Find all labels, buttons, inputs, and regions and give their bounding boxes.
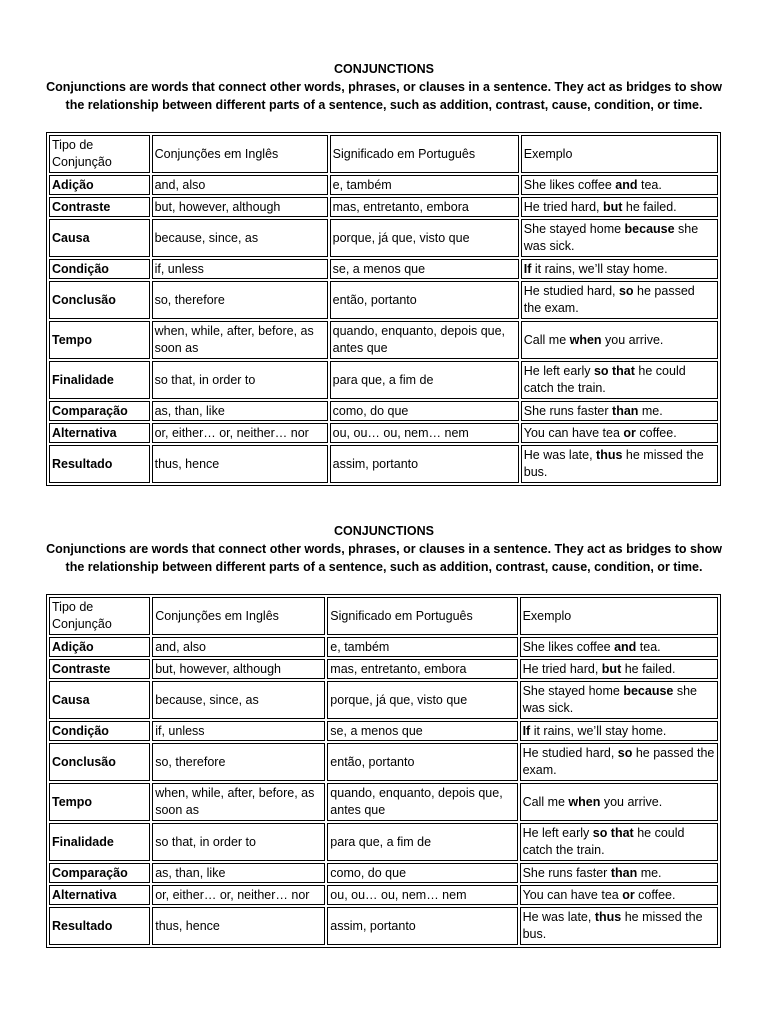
example-text-before: She likes coffee [523, 177, 616, 192]
portuguese-meaning: ou, ou… ou, nem… nem [330, 423, 519, 443]
conjunction-type: Adição [49, 175, 150, 195]
example-text-before: You can have tea [523, 425, 624, 440]
example-conjunction: or [622, 887, 635, 902]
portuguese-meaning: então, portanto [327, 743, 517, 781]
english-conjunctions: as, than, like [152, 863, 325, 883]
example-sentence [520, 659, 718, 679]
column-header-portuguese: Significado em Português [330, 135, 519, 173]
table-row [49, 259, 718, 279]
english-conjunctions: or, either… or, neither… nor [152, 885, 325, 905]
conjunction-type: Tempo [49, 321, 150, 359]
conjunction-type: Condição [49, 259, 150, 279]
example-text-after: he missed the bus. [523, 448, 704, 479]
example-text-after: me. [638, 403, 663, 418]
table-row [49, 863, 718, 883]
example-conjunction: so that [593, 364, 635, 378]
example-text-before: He tried hard, [523, 199, 603, 214]
table-row [49, 885, 718, 905]
table-row [49, 321, 718, 359]
example-text-after: she was sick. [522, 684, 698, 715]
conjunction-type: Alternativa [49, 885, 150, 905]
english-conjunctions: because, since, as [152, 681, 325, 719]
example-conjunction: so that [592, 826, 634, 840]
conjunction-type: Resultado [49, 907, 150, 945]
conjunction-type: Alternativa [49, 423, 150, 443]
portuguese-meaning: e, também [330, 175, 519, 195]
example-conjunction: If [523, 261, 532, 276]
example-text-before: She stayed home [522, 684, 624, 698]
example-text-before: He left early [522, 826, 593, 840]
example-text-after: tea. [637, 177, 662, 192]
example-conjunction: than [612, 403, 639, 418]
table-row [49, 637, 718, 657]
example-conjunction: so [617, 746, 633, 760]
example-conjunction: than [610, 865, 638, 880]
example-sentence [521, 401, 718, 421]
example-text-before: She runs faster [522, 865, 611, 880]
example-conjunction: when [568, 794, 601, 809]
portuguese-meaning: como, do que [330, 401, 519, 421]
table-row [49, 281, 718, 319]
example-sentence [520, 681, 718, 719]
portuguese-meaning: quando, enquanto, depois que, antes que [330, 321, 519, 359]
english-conjunctions: and, also [152, 637, 325, 657]
example-text-after: you arrive. [600, 794, 663, 809]
english-conjunctions: so that, in order to [152, 823, 325, 861]
table-row [49, 175, 718, 195]
example-text-after: me. [637, 865, 662, 880]
example-conjunction: but [603, 199, 623, 214]
example-sentence [520, 823, 718, 861]
example-conjunction: thus [596, 448, 623, 462]
example-sentence [520, 863, 718, 883]
english-conjunctions: if, unless [152, 721, 325, 741]
conjunction-type: Causa [49, 219, 150, 257]
english-conjunctions: thus, hence [152, 907, 325, 945]
english-conjunctions: when, while, after, before, as soon as [152, 783, 325, 821]
example-sentence [521, 423, 718, 443]
column-header-example: Exemplo [520, 597, 718, 635]
table-row [49, 361, 718, 399]
example-conjunction: so [618, 284, 634, 298]
portuguese-meaning: mas, entretanto, embora [327, 659, 517, 679]
example-sentence [521, 281, 718, 319]
conjunctions-section-2 [0, 522, 768, 941]
example-sentence [520, 637, 718, 657]
english-conjunctions: so, therefore [152, 281, 328, 319]
portuguese-meaning: assim, portanto [327, 907, 517, 945]
example-text-after: you arrive. [601, 332, 664, 347]
example-sentence [521, 219, 718, 257]
conjunction-type: Adição [49, 637, 150, 657]
example-text-after: he could catch the train. [522, 826, 685, 857]
example-text-after: she was sick. [523, 222, 699, 253]
portuguese-meaning: para que, a fim de [327, 823, 517, 861]
conjunction-type: Condição [49, 721, 150, 741]
example-text-after: he missed the bus. [522, 910, 703, 941]
example-sentence [521, 445, 718, 483]
conjunction-type: Causa [49, 681, 150, 719]
example-sentence [521, 321, 718, 359]
example-sentence [521, 259, 718, 279]
example-text-before: She likes coffee [522, 639, 615, 654]
example-text-before: He was late, [523, 448, 597, 462]
conjunction-type: Comparação [49, 401, 150, 421]
english-conjunctions: but, however, although [152, 659, 325, 679]
conjunction-type: Conclusão [49, 743, 150, 781]
example-text-after: he could catch the train. [523, 364, 686, 395]
example-conjunction: but [601, 661, 622, 676]
conjunction-type: Finalidade [49, 823, 150, 861]
column-header-type: Tipo de Conjunção [49, 597, 150, 635]
english-conjunctions: so, therefore [152, 743, 325, 781]
example-text-before: Call me [522, 794, 569, 809]
table-row [49, 783, 718, 821]
example-sentence [521, 361, 718, 399]
table-row [49, 743, 718, 781]
example-text-after: coffee. [634, 887, 676, 902]
example-conjunction: because [623, 684, 674, 698]
section-heading: CONJUNCTIONS [333, 524, 434, 538]
example-text-before: He tried hard, [522, 661, 602, 676]
portuguese-meaning: mas, entretanto, embora [330, 197, 519, 217]
conjunctions-table [46, 594, 721, 948]
portuguese-meaning: porque, já que, visto que [327, 681, 517, 719]
conjunction-type: Contraste [49, 659, 150, 679]
example-sentence [520, 743, 718, 781]
column-header-portuguese: Significado em Português [327, 597, 517, 635]
column-header-english: Conjunções em Inglês [152, 597, 325, 635]
portuguese-meaning: se, a menos que [330, 259, 519, 279]
example-text-after: it rains, we’ll stay home. [531, 261, 668, 276]
table-row [49, 423, 718, 443]
table-row [49, 659, 718, 679]
example-text-before: He left early [523, 364, 594, 378]
conjunction-type: Finalidade [49, 361, 150, 399]
table-row [49, 401, 718, 421]
column-header-type: Tipo de Conjunção [49, 135, 150, 173]
conjunction-type: Contraste [49, 197, 150, 217]
english-conjunctions: because, since, as [152, 219, 328, 257]
portuguese-meaning: então, portanto [330, 281, 519, 319]
portuguese-meaning: se, a menos que [327, 721, 517, 741]
column-header-english: Conjunções em Inglês [152, 135, 328, 173]
example-text-before: You can have tea [522, 887, 623, 902]
example-conjunction: because [624, 222, 675, 236]
table-body [49, 637, 718, 945]
table-row [49, 445, 718, 483]
table-row [49, 197, 718, 217]
english-conjunctions: thus, hence [152, 445, 328, 483]
english-conjunctions: so that, in order to [152, 361, 328, 399]
column-header-example: Exemplo [521, 135, 718, 173]
example-conjunction: when [569, 332, 602, 347]
table-body [49, 175, 718, 483]
conjunction-type: Comparação [49, 863, 150, 883]
example-text-after: it rains, we’ll stay home. [530, 723, 667, 738]
example-text-before: He was late, [522, 910, 595, 924]
example-conjunction: and [614, 639, 637, 654]
example-sentence [521, 197, 718, 217]
table-row [49, 681, 718, 719]
example-text-after: he passed the exam. [523, 284, 695, 315]
example-conjunction: thus [594, 910, 622, 924]
example-text-before: He studied hard, [522, 746, 618, 760]
portuguese-meaning: ou, ou… ou, nem… nem [327, 885, 517, 905]
table-row [49, 721, 718, 741]
english-conjunctions: and, also [152, 175, 328, 195]
table-header-row [49, 597, 718, 635]
english-conjunctions: when, while, after, before, as soon as [152, 321, 328, 359]
example-conjunction: If [522, 723, 531, 738]
english-conjunctions: as, than, like [152, 401, 328, 421]
example-sentence [521, 175, 718, 195]
conjunctions-section-1 [0, 60, 768, 479]
example-sentence [520, 783, 718, 821]
conjunction-type: Tempo [49, 783, 150, 821]
table-header-row [49, 135, 718, 173]
example-sentence [520, 721, 718, 741]
example-text-before: She stayed home [523, 222, 625, 236]
table-row [49, 219, 718, 257]
example-text-after: tea. [636, 639, 661, 654]
example-text-after: he passed the exam. [522, 746, 715, 777]
portuguese-meaning: para que, a fim de [330, 361, 519, 399]
table-row [49, 823, 718, 861]
section-intro: Conjunctions are words that connect other words, phrases, or clauses in a sentence. They act as bridges to show the relationship between different parts of a sentence, such as addition, contrast, cause, condition, or time. [46, 542, 722, 574]
portuguese-meaning: porque, já que, visto que [330, 219, 519, 257]
portuguese-meaning: quando, enquanto, depois que, antes que [327, 783, 517, 821]
example-conjunction: or [623, 425, 636, 440]
example-sentence [520, 907, 718, 945]
conjunctions-table [46, 132, 721, 486]
portuguese-meaning: e, também [327, 637, 517, 657]
english-conjunctions: if, unless [152, 259, 328, 279]
example-text-after: coffee. [635, 425, 677, 440]
english-conjunctions: or, either… or, neither… nor [152, 423, 328, 443]
section-heading: CONJUNCTIONS [333, 62, 434, 76]
conjunction-type: Conclusão [49, 281, 150, 319]
english-conjunctions: but, however, although [152, 197, 328, 217]
conjunction-type: Resultado [49, 445, 150, 483]
example-text-before: He studied hard, [523, 284, 619, 298]
example-sentence [520, 885, 718, 905]
table-row [49, 907, 718, 945]
portuguese-meaning: assim, portanto [330, 445, 519, 483]
section-intro: Conjunctions are words that connect other words, phrases, or clauses in a sentence. They act as bridges to show the relationship between different parts of a sentence, such as addition, contrast, cause, condition, or time. [46, 80, 722, 112]
example-conjunction: and [615, 177, 638, 192]
example-text-after: he failed. [622, 199, 677, 214]
example-text-before: She runs faster [523, 403, 613, 418]
example-text-after: he failed. [621, 661, 676, 676]
portuguese-meaning: como, do que [327, 863, 517, 883]
example-text-before: Call me [523, 332, 570, 347]
